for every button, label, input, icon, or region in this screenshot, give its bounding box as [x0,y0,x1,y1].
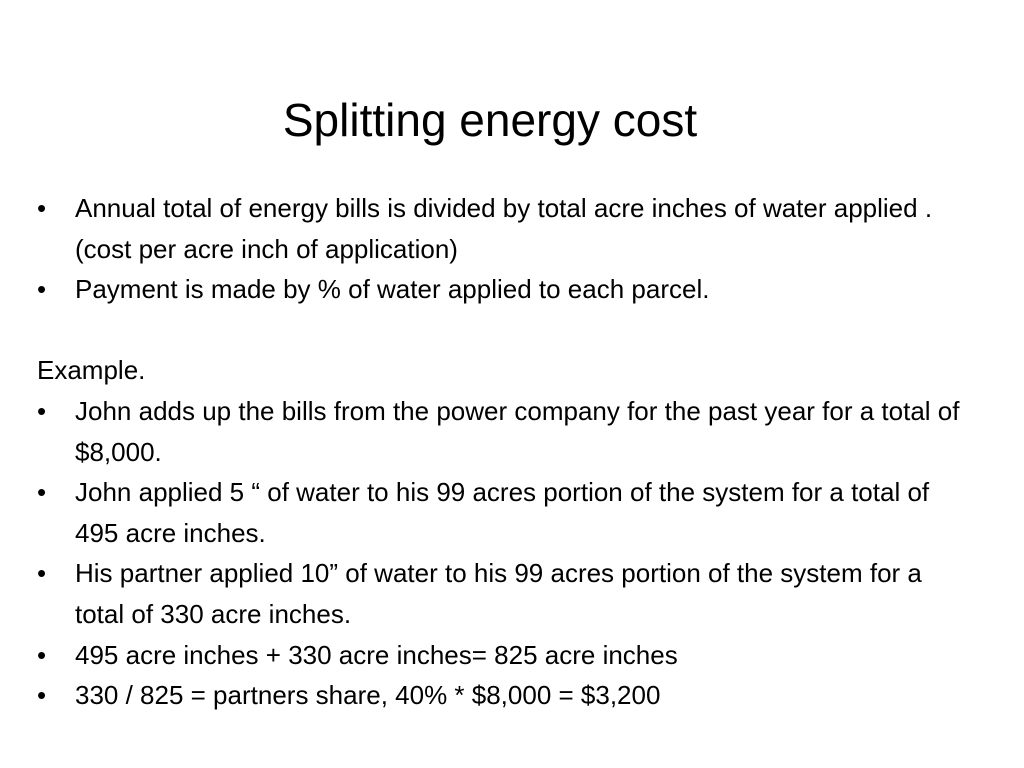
bullet-icon: • [37,558,47,589]
intro-bullet-list [37,188,977,310]
bullet-item [37,188,977,269]
bullet-icon: • [37,477,47,508]
bullet-text: His partner applied 10” of water to his 99 acres portion of the system for a total of 330 acre inches. [75,558,922,629]
bullet-icon: • [37,680,47,711]
bullet-icon: • [37,193,47,223]
example-label: Example. [37,355,146,386]
bullet-item [37,391,977,472]
bullet-text: John applied 5 “ of water to his 99 acres portion of the system for a total of 495 acre inches. [75,477,930,548]
bullet-text: Payment is made by % of water applied to each parcel. [75,274,710,305]
bullet-item [37,553,977,634]
bullet-item [37,635,977,676]
bullet-icon: • [37,639,47,670]
spacer [37,310,977,351]
slide-title: Splitting energy cost [282,94,698,146]
bullet-text: 330 / 825 = partners share, 40% * $8,000 = $3,200 [75,680,661,711]
bullet-item [37,269,977,310]
bullet-item [37,675,977,716]
bullet-text: John adds up the bills from the power company for the past year for a total of $8,000. [75,395,960,467]
slide-content [37,188,977,716]
bullet-text: 495 acre inches + 330 acre inches= 825 acre inches [75,639,678,670]
bullet-item [37,472,977,553]
bullet-text: Annual total of energy bills is divided by total acre inches of water applied . (cost per acre inch of application) [75,193,933,264]
example-bullet-list [37,391,977,716]
bullet-icon: • [37,274,47,305]
bullet-icon: • [37,395,47,426]
